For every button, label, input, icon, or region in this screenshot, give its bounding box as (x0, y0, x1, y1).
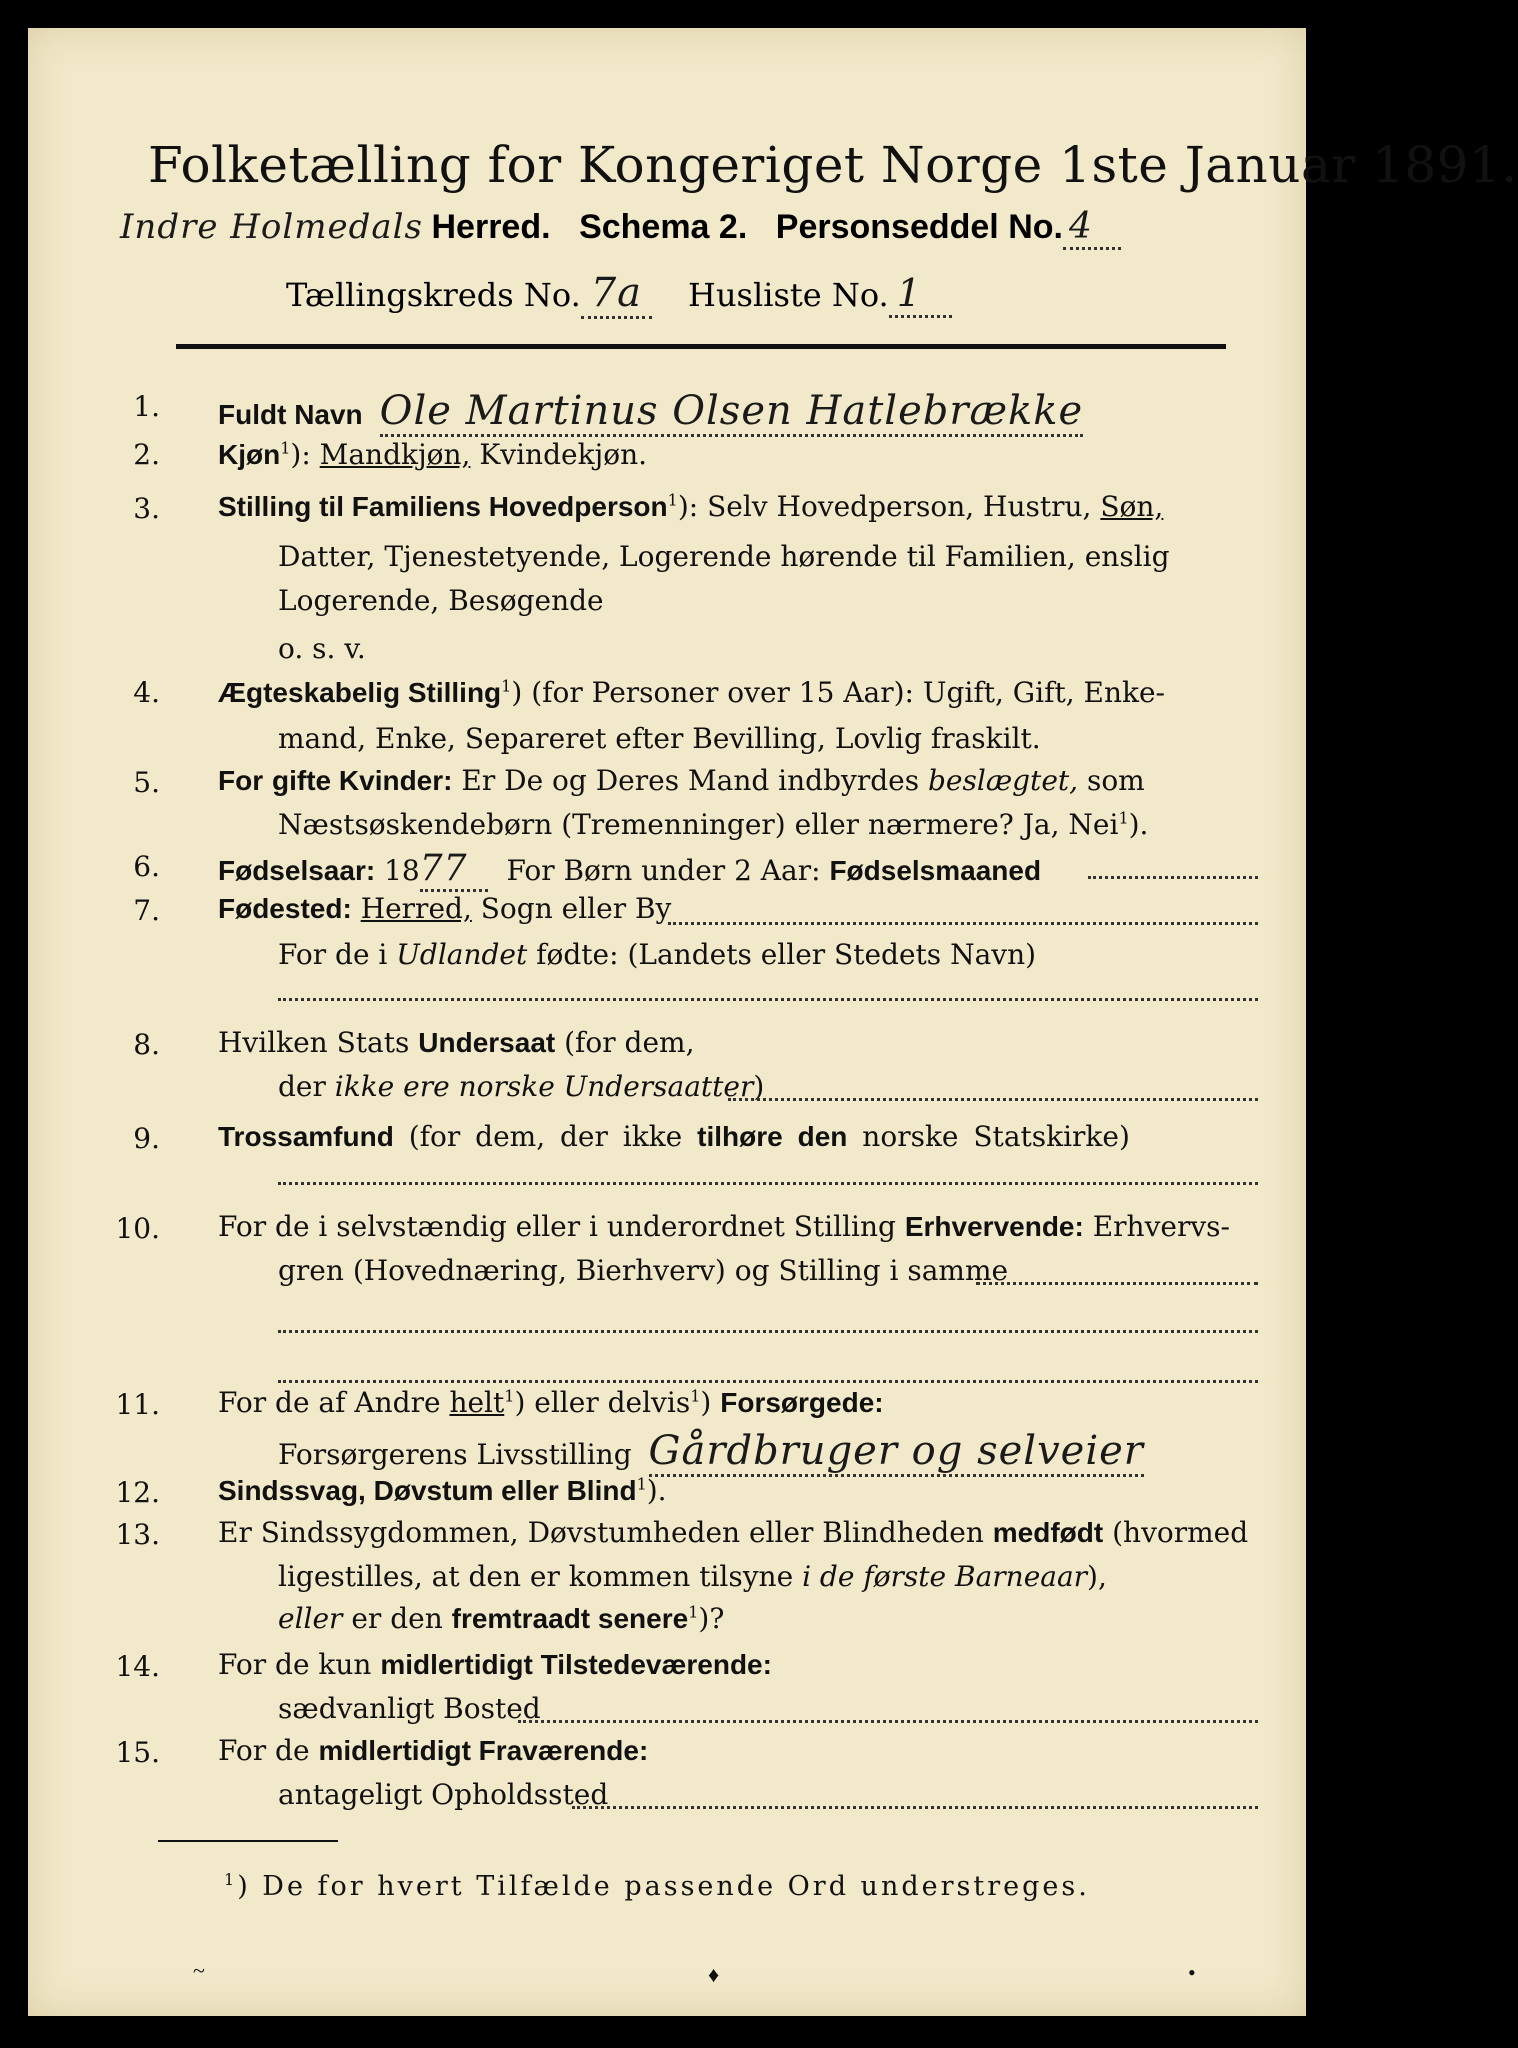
q13-line2-a: ligestilles, at den er kommen tilsyne (278, 1560, 794, 1593)
q3-option-son: Søn, (1100, 490, 1164, 523)
q1-number: 1. (133, 390, 160, 423)
q12-number: 12. (115, 1476, 160, 1509)
q15-line2: antageligt Opholdssted (278, 1778, 609, 1811)
q10-answer-line-2 (278, 1378, 1258, 1383)
q11-text-b: ) eller delvis (514, 1386, 691, 1419)
q9-text-c: den (797, 1121, 848, 1152)
taellingskreds-value: 7a (581, 270, 652, 319)
q2-line: Kjøn$^1$): Mandkjøn, Kvindekjøn. (218, 438, 648, 471)
q4-label: Ægteskabelig Stilling (218, 677, 502, 708)
footnote-rule (158, 1840, 338, 1842)
q6-prefix: 18 (384, 854, 420, 887)
q9-text-d: norske Statskirke) (862, 1120, 1130, 1153)
q14-fill-line (518, 1718, 1258, 1723)
q9-label: Trossamfund (218, 1121, 394, 1152)
q12-sup: 1 (636, 1474, 647, 1494)
q6-value: 77 (420, 848, 488, 892)
q7-text: Sogn eller By (480, 892, 672, 925)
q13-line2 (278, 1560, 1107, 1593)
q12-end: ). (646, 1474, 667, 1507)
q13-line3-c: )? (698, 1602, 725, 1635)
margin-mark-left: ~ (193, 1958, 205, 1983)
q10-answer-line-1 (278, 1328, 1258, 1333)
q5-text-b: Næstsøskendebørn (Tremenninger) eller nærmere? Ja, Nei (278, 808, 1119, 841)
q7-label: Fødested: (218, 893, 352, 924)
q6-number: 6. (133, 850, 160, 883)
q15-line1 (218, 1734, 648, 1767)
q1-label: Fuldt Navn (218, 399, 363, 430)
q13-line3-b: fremtraadt senere (451, 1603, 689, 1634)
q10-text-a: For de i selvstændig eller i underordnet Stilling (218, 1210, 896, 1243)
q7-answer-line (278, 996, 1258, 1001)
taellingskreds-label: Tællingskreds No. (286, 276, 581, 314)
form-title: Folketælling for Kongeriget Norge 1ste Januar 1891. (148, 136, 1518, 194)
q4-sup: 1 (501, 676, 512, 696)
q2-label: Kjøn (218, 439, 281, 470)
q15-fill-line (572, 1804, 1258, 1809)
q11-option-helt: helt (449, 1386, 505, 1419)
schema-label: Schema 2. (579, 208, 748, 246)
q12-line (218, 1474, 667, 1507)
q5-line1 (218, 764, 1145, 797)
q8-text-c: (for dem, (564, 1026, 695, 1059)
q13-text-c: (hvormed (1112, 1516, 1249, 1549)
q2-option-mandkjon: Mandkjøn, (319, 438, 471, 471)
q9-line (218, 1120, 1130, 1153)
q9-text-b: tilhøre (697, 1121, 783, 1152)
q8-line2 (278, 1070, 764, 1103)
q9-text-a: (for dem, der ikke (408, 1120, 683, 1153)
personseddel-value: 4 (1063, 206, 1121, 250)
q11-line2-label: Forsørgerens Livsstilling (278, 1438, 632, 1471)
q4-text-a: (for Personer over 15 Aar): Ugift, Gift, Enke- (531, 676, 1165, 709)
q11-value: Gårdbruger og selveier (649, 1428, 1144, 1477)
q9-answer-line (278, 1180, 1258, 1185)
q6-text: For Børn under 2 Aar: (506, 854, 821, 887)
q11-sup-a: 1 (504, 1386, 515, 1406)
q6-line (218, 848, 1041, 889)
q8-line2-a: der (278, 1070, 326, 1103)
q11-text-a: For de af Andre (218, 1386, 441, 1419)
q3-line3: Logerende, Besøgende (278, 584, 604, 617)
q5-number: 5. (133, 766, 160, 799)
q11-text-bold: Forsørgede: (720, 1387, 884, 1418)
q7-line1 (218, 892, 671, 925)
q12-label: Sindssvag, Døvstum eller Blind (218, 1475, 637, 1506)
q10-text-b: Erhvervende: (904, 1211, 1084, 1242)
q13-line2-b: ), (1087, 1560, 1107, 1593)
q5-label-b: gifte Kvinder: (272, 765, 453, 796)
q3-options-a: Selv Hovedperson, Hustru, (707, 490, 1092, 523)
q3-number: 3. (133, 492, 160, 525)
q8-line1 (218, 1026, 695, 1059)
q8-line2-b: ) (753, 1070, 765, 1103)
q8-fill-line (728, 1096, 1258, 1101)
q1-line (218, 388, 1083, 434)
q7-option-herred: Herred, (360, 892, 472, 925)
husliste-value: 1 (889, 271, 952, 318)
q14-line1 (218, 1648, 772, 1681)
q2-sup: 1 (280, 438, 291, 458)
q8-line2-italic: ikke ere norske Undersaatter (334, 1070, 754, 1103)
q14-line2: sædvanligt Bosted (278, 1692, 541, 1725)
q5-text-end: som (1086, 764, 1145, 797)
q13-line2-italic: i de første Barneaar (802, 1560, 1088, 1593)
q7-line2-b: fødte: (Landets eller Stedets Navn) (536, 938, 1037, 971)
q3-sup: 1 (667, 490, 678, 510)
q4-line1: Ægteskabelig Stilling$^1$) (for Personer over 15 Aar): Ugift, Gift, Enke- (218, 676, 1165, 709)
q10-line2: gren (Hovednæring, Bierhverv) og Stilling i samme (278, 1254, 1009, 1287)
personseddel-label: Personseddel No. (775, 208, 1063, 246)
footnote (224, 1870, 1090, 1902)
q3-line2: Datter, Tjenestetyende, Logerende hørende til Familien, enslig (278, 540, 1170, 573)
q11-number: 11. (115, 1388, 160, 1421)
q5-line2: Næstsøskendebørn (Tremenninger) eller nærmere? Ja, Nei$^1$). (278, 808, 1149, 841)
q7-line2 (278, 938, 1036, 971)
header-rule (176, 344, 1226, 349)
q5-text-italic: beslægtet, (928, 764, 1079, 797)
footnote-text: ) De for hvert Tilfælde passende Ord understreges. (237, 1871, 1090, 1902)
taellingskreds-line (286, 270, 952, 316)
herred-handwritten: Indre Holmedals (120, 207, 423, 247)
q13-line3-a: er den (351, 1602, 443, 1635)
herred-line (120, 206, 1121, 247)
q11-text-c: ) (700, 1386, 712, 1419)
margin-mark-center: ♦ (708, 1962, 720, 1987)
q13-text-b: medfødt (992, 1517, 1104, 1548)
q13-line3 (278, 1602, 724, 1635)
q10-text-c: Erhvervs- (1092, 1210, 1231, 1243)
q8-text-b: Undersaat (418, 1027, 556, 1058)
q14-number: 14. (115, 1650, 160, 1683)
q1-value: Ole Martinus Olsen Hatlebrække (380, 388, 1084, 437)
q5-text-a: Er De og Deres Mand indbyrdes (461, 764, 920, 797)
herred-label: Herred. (431, 208, 551, 246)
census-form (28, 28, 1518, 2016)
q4-line2: mand, Enke, Separeret efter Bevilling, Lovlig fraskilt. (278, 722, 1041, 755)
q10-number: 10. (115, 1212, 160, 1245)
q15-number: 15. (115, 1736, 160, 1769)
q13-line3-italic: eller (278, 1602, 343, 1635)
q8-text-a: Hvilken Stats (218, 1026, 410, 1059)
q5-sup: 1 (1118, 808, 1129, 828)
q11-line2 (278, 1428, 1144, 1474)
q10-fill-line (976, 1280, 1258, 1285)
q3-line1: Stilling til Familiens Hovedperson$^1$): Selv Hovedperson, Hustru, Søn, (218, 490, 1164, 523)
q2-number: 2. (133, 438, 160, 471)
footnote-sup: 1 (224, 1870, 238, 1889)
q13-line1 (218, 1516, 1248, 1549)
q15-text-b: midlertidigt Fraværende: (318, 1735, 649, 1766)
husliste-label: Husliste No. (688, 276, 889, 314)
q9-number: 9. (133, 1122, 160, 1155)
q7-line2-a: For de i (278, 938, 388, 971)
q10-line1 (218, 1210, 1230, 1243)
q7-number: 7. (133, 894, 160, 927)
q13-number: 13. (115, 1518, 160, 1551)
q14-text-b: midlertidigt Tilstedeværende: (380, 1649, 772, 1680)
q7-fill-line (668, 920, 1258, 925)
q11-sup-b: 1 (690, 1386, 701, 1406)
q6-label: Fødselsaar: (218, 855, 376, 886)
q13-text-a: Er Sindssygdommen, Døvstumheden eller Blindheden (218, 1516, 984, 1549)
q15-text-a: For de (218, 1734, 310, 1767)
q3-label: Stilling til Familiens Hovedperson (218, 491, 668, 522)
q7-line2-italic: Udlandet (396, 938, 528, 971)
q11-line1 (218, 1386, 884, 1419)
q8-number: 8. (133, 1028, 160, 1061)
q6-label-b: Fødselsmaaned (829, 855, 1042, 886)
q6-fill-line (1088, 874, 1258, 879)
q2-option-kvindekjon: Kvindekjøn. (479, 438, 648, 471)
q14-text-a: For de kun (218, 1648, 372, 1681)
margin-mark-right: • (1188, 1960, 1196, 1985)
q5-label-a: For (218, 765, 264, 796)
q4-number: 4. (133, 676, 160, 709)
q13-sup: 1 (688, 1602, 699, 1622)
q3-line4: o. s. v. (278, 632, 366, 665)
